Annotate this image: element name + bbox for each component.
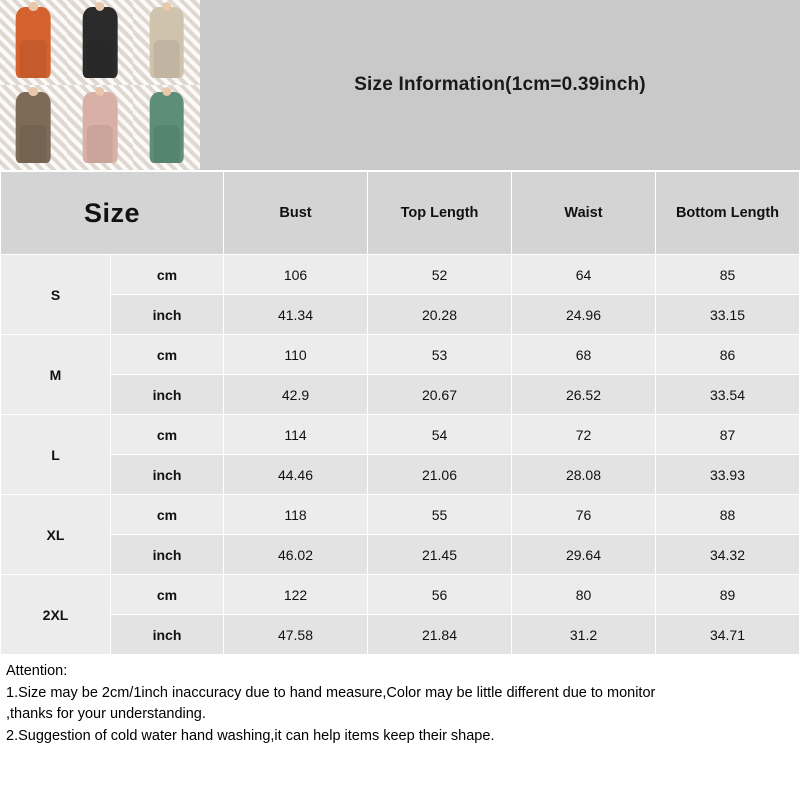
cell-value: 53 [368, 335, 512, 375]
cell-value: 21.06 [368, 455, 512, 495]
cell-value: 122 [224, 575, 368, 615]
table-row [1, 415, 800, 455]
table-row [1, 615, 800, 655]
unit-label: inch [111, 375, 224, 415]
outfit-shape [16, 7, 51, 78]
cell-value: 33.54 [656, 375, 800, 415]
table-row [1, 455, 800, 495]
size-label: S [1, 255, 111, 335]
column-header-top-length: Top Length [368, 172, 512, 255]
unit-label: cm [111, 575, 224, 615]
cell-value: 88 [656, 495, 800, 535]
attention-line-1: 1.Size may be 2cm/1inch inaccuracy due to hand measure,Color may be little different due to monitor [6, 684, 656, 701]
cell-value: 110 [224, 335, 368, 375]
cell-value: 47.58 [224, 615, 368, 655]
table-row [1, 575, 800, 615]
size-label: L [1, 415, 111, 495]
outfit-shape [83, 7, 118, 78]
attention-section [0, 655, 800, 800]
product-image-grid [0, 0, 200, 170]
unit-label: inch [111, 615, 224, 655]
attention-line-2: ,thanks for your understanding. [6, 706, 206, 723]
cell-value: 28.08 [512, 455, 656, 495]
cell-value: 56 [368, 575, 512, 615]
cell-value: 26.52 [512, 375, 656, 415]
cell-value: 20.67 [368, 375, 512, 415]
product-thumbnail [0, 85, 67, 170]
cell-value: 29.64 [512, 535, 656, 575]
attention-line-3: 2.Suggestion of cold water hand washing,it can help items keep their shape. [6, 727, 495, 744]
unit-label: inch [111, 455, 224, 495]
product-thumbnail [133, 0, 200, 85]
product-thumbnail [67, 0, 134, 85]
unit-label: inch [111, 535, 224, 575]
size-label: XL [1, 495, 111, 575]
cell-value: 33.15 [656, 295, 800, 335]
cell-value: 34.71 [656, 615, 800, 655]
cell-value: 34.32 [656, 535, 800, 575]
header [0, 0, 800, 171]
outfit-shape [16, 92, 51, 163]
outfit-shape [149, 92, 184, 163]
cell-value: 55 [368, 495, 512, 535]
cell-value: 54 [368, 415, 512, 455]
table-header-row [1, 172, 800, 255]
table-row [1, 255, 800, 295]
unit-label: cm [111, 495, 224, 535]
size-label: 2XL [1, 575, 111, 655]
column-header-size: Size [1, 172, 224, 255]
outfit-shape [83, 92, 118, 163]
cell-value: 86 [656, 335, 800, 375]
product-thumbnail [67, 85, 134, 170]
column-header-waist: Waist [512, 172, 656, 255]
cell-value: 76 [512, 495, 656, 535]
table-row [1, 295, 800, 335]
cell-value: 24.96 [512, 295, 656, 335]
attention-title: Attention: [6, 663, 68, 679]
cell-value: 41.34 [224, 295, 368, 335]
unit-label: cm [111, 255, 224, 295]
table-row [1, 535, 800, 575]
cell-value: 80 [512, 575, 656, 615]
cell-value: 106 [224, 255, 368, 295]
cell-value: 44.46 [224, 455, 368, 495]
unit-label: inch [111, 295, 224, 335]
table-row [1, 495, 800, 535]
cell-value: 21.84 [368, 615, 512, 655]
cell-value: 31.2 [512, 615, 656, 655]
table-row [1, 375, 800, 415]
cell-value: 20.28 [368, 295, 512, 335]
cell-value: 42.9 [224, 375, 368, 415]
cell-value: 72 [512, 415, 656, 455]
cell-value: 118 [224, 495, 368, 535]
outfit-shape [149, 7, 184, 78]
size-table [0, 171, 800, 655]
unit-label: cm [111, 335, 224, 375]
column-header-bottom-length: Bottom Length [656, 172, 800, 255]
size-label: M [1, 335, 111, 415]
page-title: Size Information(1cm=0.39inch) [354, 74, 646, 95]
cell-value: 85 [656, 255, 800, 295]
table-row [1, 335, 800, 375]
product-thumbnail [0, 0, 67, 85]
cell-value: 52 [368, 255, 512, 295]
cell-value: 114 [224, 415, 368, 455]
cell-value: 89 [656, 575, 800, 615]
cell-value: 87 [656, 415, 800, 455]
header-title-area [200, 0, 800, 170]
cell-value: 33.93 [656, 455, 800, 495]
cell-value: 46.02 [224, 535, 368, 575]
column-header-bust: Bust [224, 172, 368, 255]
product-thumbnail [133, 85, 200, 170]
unit-label: cm [111, 415, 224, 455]
cell-value: 21.45 [368, 535, 512, 575]
cell-value: 68 [512, 335, 656, 375]
cell-value: 64 [512, 255, 656, 295]
